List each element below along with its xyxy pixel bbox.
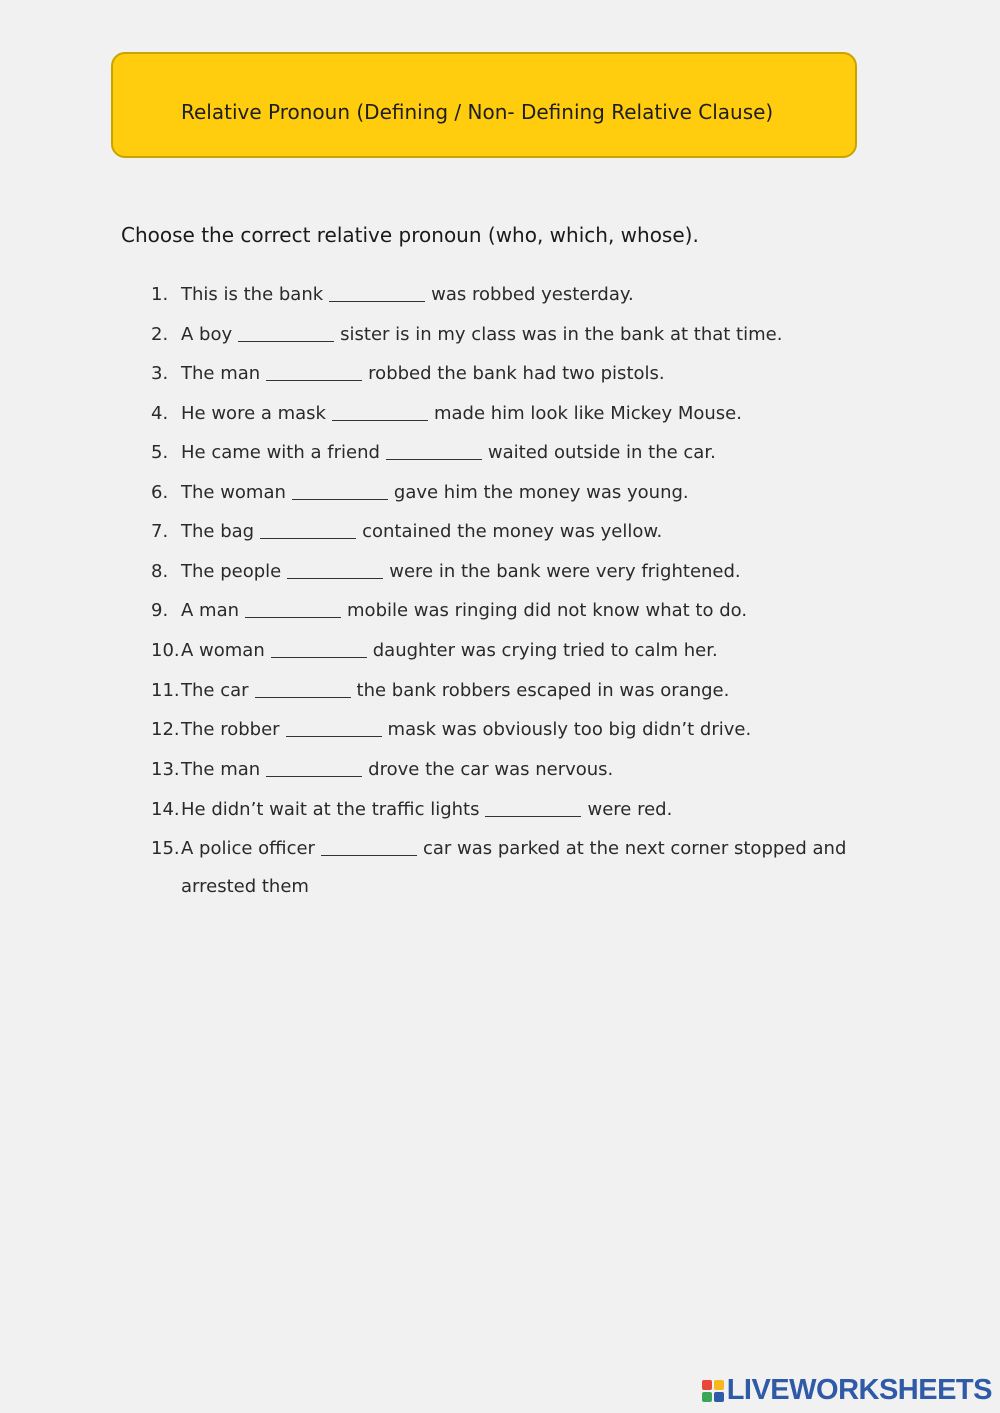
question-text-before: The robber [181, 719, 280, 740]
question-text-before: A man [181, 600, 240, 621]
question-15-continuation: arrested them [181, 876, 309, 897]
question-number: 6. [151, 482, 169, 503]
question-text-after: mask was obviously too big didn’t drive. [387, 719, 752, 740]
question-text-after: waited outside in the car. [487, 442, 716, 463]
brand-name: LIVEWORKSHEETS [726, 1374, 992, 1406]
question-number: 10. [151, 640, 180, 661]
question-text-before: The woman [181, 482, 286, 503]
answer-blank[interactable] [238, 340, 334, 342]
answer-blank[interactable] [286, 735, 382, 737]
question-number: 14. [151, 799, 180, 820]
question-text-after: drove the car was nervous. [368, 759, 614, 780]
question-text-after: mobile was ringing did not know what to do. [347, 600, 748, 621]
question-text-before: He came with a friend [181, 442, 380, 463]
question-text-before: A police officer [181, 838, 315, 859]
question-text-after: were red. [587, 799, 673, 820]
question-text-after: daughter was crying tried to calm her. [372, 640, 718, 661]
question-15 [151, 838, 846, 859]
question-number: 4. [151, 403, 169, 424]
question-number: 8. [151, 561, 169, 582]
answer-blank[interactable] [321, 854, 417, 856]
question-text-before: The man [181, 363, 261, 384]
question-14 [151, 799, 672, 820]
answer-blank[interactable] [386, 458, 482, 460]
liveworksheets-logo-icon [702, 1380, 724, 1402]
question-11 [151, 680, 729, 701]
question-4 [151, 403, 742, 424]
question-number: 5. [151, 442, 169, 463]
answer-blank[interactable] [260, 537, 356, 539]
liveworksheets-brand[interactable] [702, 1374, 992, 1407]
question-12 [151, 719, 751, 740]
instructions: Choose the correct relative pronoun (who, which, whose). [121, 223, 699, 247]
question-13 [151, 759, 613, 780]
question-number: 3. [151, 363, 169, 384]
question-8 [151, 561, 741, 582]
question-2 [151, 324, 782, 345]
question-text-before: He wore a mask [181, 403, 326, 424]
question-number: 7. [151, 521, 169, 542]
question-text-after: robbed the bank had two pistols. [368, 363, 665, 384]
question-5 [151, 442, 716, 463]
question-7 [151, 521, 662, 542]
question-1 [151, 284, 634, 305]
question-text-before: A woman [181, 640, 265, 661]
question-10 [151, 640, 718, 661]
question-text-before: He didn’t wait at the traffic lights [181, 799, 480, 820]
question-3 [151, 363, 665, 384]
question-text-after: car was parked at the next corner stopped and [422, 838, 847, 859]
question-6 [151, 482, 689, 503]
worksheet-title: Relative Pronoun (Defining / Non- Defining Relative Clause) [181, 100, 774, 124]
question-number: 2. [151, 324, 169, 345]
answer-blank[interactable] [329, 300, 425, 302]
question-number: 9. [151, 600, 169, 621]
question-number: 12. [151, 719, 180, 740]
answer-blank[interactable] [485, 815, 581, 817]
title-box [111, 52, 857, 158]
question-text-before: This is the bank [181, 284, 324, 305]
answer-blank[interactable] [332, 419, 428, 421]
question-text-before: The people [181, 561, 282, 582]
question-text-after: gave him the money was young. [393, 482, 689, 503]
answer-blank[interactable] [287, 577, 383, 579]
question-text-after: the bank robbers escaped in was orange. [356, 680, 730, 701]
question-text-before: The car [181, 680, 249, 701]
question-text-after: contained the money was yellow. [362, 521, 663, 542]
answer-blank[interactable] [292, 498, 388, 500]
question-text-after: were in the bank were very frightened. [389, 561, 741, 582]
question-text-after: was robbed yesterday. [431, 284, 634, 305]
question-number: 1. [151, 284, 169, 305]
question-text-before: The bag [181, 521, 255, 542]
answer-blank[interactable] [266, 379, 362, 381]
question-9 [151, 600, 747, 621]
question-text-after: made him look like Mickey Mouse. [433, 403, 742, 424]
question-number: 11. [151, 680, 180, 701]
answer-blank[interactable] [245, 616, 341, 618]
question-number: 15. [151, 838, 180, 859]
answer-blank[interactable] [255, 696, 351, 698]
question-text-before: The man [181, 759, 261, 780]
question-number: 13. [151, 759, 180, 780]
answer-blank[interactable] [266, 775, 362, 777]
answer-blank[interactable] [271, 656, 367, 658]
question-text-after: sister is in my class was in the bank at that time. [340, 324, 783, 345]
question-text-before: A boy [181, 324, 233, 345]
